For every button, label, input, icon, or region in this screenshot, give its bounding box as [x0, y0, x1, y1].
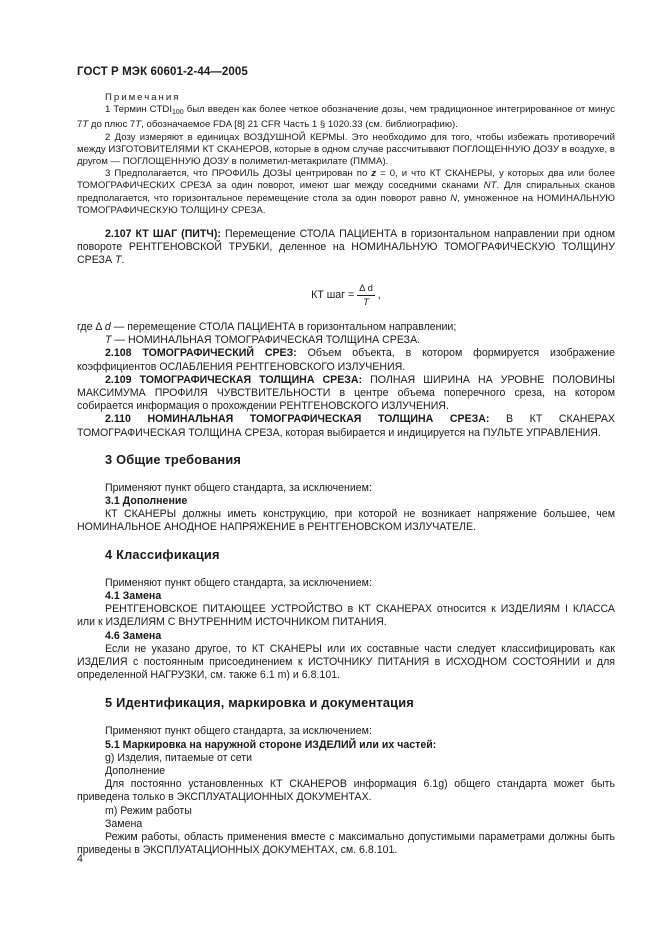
page-number: 4 [77, 853, 83, 865]
section-5-intro: Применяют пункт общего стандарта, за исключением: [105, 725, 372, 738]
notes-block [77, 92, 615, 217]
where-line-2: T — НОМИНАЛЬНАЯ ТОМОГРАФИЧЕСКАЯ ТОЛЩИНА СРЕЗА. [105, 334, 421, 347]
section-4-body [77, 577, 615, 683]
formula-tail: , [377, 288, 381, 301]
formula-fraction [357, 282, 375, 309]
section-3-1-title: 3.1 Дополнение [105, 495, 188, 508]
section-4-intro: Применяют пункт общего стандарта, за исключением: [105, 576, 372, 589]
section-5-body [77, 725, 615, 857]
formula-lhs: КТ шаг = [311, 288, 355, 301]
definition-2-108: 2.108 ТОМОГРАФИЧЕСКИЙ СРЕЗ: Объем объекта, в котором формируется изображение коэффициентов ОСЛАБЛЕНИЯ РЕНТГЕНОВСКОГО ИЗЛУЧЕНИЯ. [77, 347, 615, 373]
section-3-heading: 3 Общие требования [105, 451, 242, 467]
section-5-1-title: 5.1 Маркировка на наружной стороне ИЗДЕЛИЙ или их частей: [105, 738, 437, 751]
pitch-formula [77, 282, 615, 309]
section-5-1-m: m) Режим работы [105, 804, 192, 817]
section-3-body [77, 482, 615, 535]
note-3: 3 Предполагается, что ПРОФИЛЬ ДОЗЫ центрирован по z = 0, и что КТ СКАНЕРЫ, у которых два или более ТОМОГРАФИЧЕСКИХ СРЕЗА за один поворот, имеют шаг между соседними сканами NT. Для спиральных сканов предполагается, что горизонтальное перемещение стола за один поворот равно N, умноженное на НОМИНАЛЬНУЮ ТОМОГРАФИЧЕСКУЮ ТОЛЩИНУ СРЕЗА. [77, 168, 615, 216]
section-4-1-text: РЕНТГЕНОВСКОЕ ПИТАЮЩЕЕ УСТРОЙСТВО в КТ СКАНЕРАХ относится к ИЗДЕЛИЯМ I КЛАССА или к ИЗДЕЛИЯМ С ВНУТРЕННИМ ИСТОЧНИКОМ ПИТАНИЯ. [77, 603, 615, 629]
definitions-block [77, 228, 615, 440]
section-4-6-title: 4.6 Замена [105, 629, 162, 642]
section-3-intro: Применяют пункт общего стандарта, за исключением: [105, 481, 372, 494]
section-4-heading: 4 Классификация [105, 546, 220, 562]
section-5-1-g-addition: Дополнение [105, 764, 166, 777]
definition-2-110: 2.110 НОМИНАЛЬНАЯ ТОМОГРАФИЧЕСКАЯ ТОЛЩИНА СРЕЗА: В КТ СКАНЕРАХ ТОМОГРАФИЧЕСКАЯ ТОЛЩИНА СРЕЗА, которая выбирается и индицируется на ПУЛЬТЕ УПРАВЛЕНИЯ. [77, 413, 615, 439]
section-4-6-text: Если не указано другое, то КТ СКАНЕРЫ или их составные части следует классифицировать как ИЗДЕЛИЯ с постоянным присоединением к ИСТОЧНИКУ ПИТАНИЯ в ИСХОДНОМ СОСТОЯНИИ и для определенной НАГРУЗКИ, см. также 6.1 m) и 6.8.101. [77, 642, 615, 682]
definition-2-109: 2.109 ТОМОГРАФИЧЕСКАЯ ТОЛЩИНА СРЕЗА: ПОЛНАЯ ШИРИНА НА УРОВНЕ ПОЛОВИНЫ МАКСИМУМА ПРОФИЛЯ ЧУВСТВИТЕЛЬНОСТИ в центре объема поперечного среза, на котором собирается информация о прохождении РЕНТГЕНОВСКОГО ИЗЛУЧЕНИЯ. [77, 373, 615, 413]
definition-2-107: 2.107 КТ ШАГ (ПИТЧ): Перемещение СТОЛА ПАЦИЕНТА в горизонтальном направлении при одном повороте РЕНТГЕНОВСКОЙ ТРУБКИ, деленное на НОМИНАЛЬНУЮ ТОМОГРАФИЧЕСКУЮ ТОЛЩИНУ СРЕЗА T. [77, 228, 616, 267]
formula-denominator: T [363, 296, 369, 308]
section-3-1-text: КТ СКАНЕРЫ должны иметь конструкцию, при которой не возникает напряжение большее, чем НОМИНАЛЬНОЕ АНОДНОЕ НАПРЯЖЕНИЕ в РЕНТГЕНОВСКОМ ИЗЛУЧАТЕЛЕ. [77, 508, 615, 534]
section-5-1-g-text: Для постоянно установленных КТ СКАНЕРОВ информация 6.1g) общего стандарта может быть приведена только в ЭКСПЛУАТАЦИОННЫХ ДОКУМЕНТАХ. [77, 778, 615, 804]
note-2: 2 Дозу измеряют в единицах ВОЗДУШНОЙ КЕРМЫ. Это необходимо для того, чтобы избежать противоречий между ИЗГОТОВИТЕЛЯМИ КТ СКАНЕРОВ, которые в одном случае рассчитывают ПОГЛОЩЕННУЮ ДОЗУ в воздухе, в другом — ПОГЛОЩЕННУЮ ДОЗУ в полиметил-метакрилате (ПММА). [77, 131, 615, 168]
section-5-1-m-text: Режим работы, область применения вместе с максимально допустимыми параметрами должны быть приведены в ЭКСПЛУАТАЦИОННЫХ ДОКУМЕНТАХ, см. 6.8.101. [77, 830, 615, 857]
page-content [77, 92, 615, 857]
where-line-1: где Δ d — перемещение СТОЛА ПАЦИЕНТА в горизонтальном направлении; [77, 321, 457, 334]
page-header: ГОСТ Р МЭК 60601-2-44—2005 [77, 66, 248, 78]
formula-numerator: Δ d [357, 282, 375, 296]
section-5-heading: 5 Идентификация, маркировка и документация [105, 695, 414, 711]
notes-title: Примечания [105, 92, 181, 103]
section-4-1-title: 4.1 Замена [105, 589, 162, 602]
section-5-1-g: g) Изделия, питаемые от сети [105, 751, 253, 764]
note-1: 1 Термин $CTDI_{100}$ был введен как более четкое обозначение дозы, чем традиционное интегрированное от минус 7T до плюс 7T, обозначаемое FDA [8] 21 CFR Часть 1 § 1020.33 (см. библиографию). [77, 104, 615, 131]
section-5-1-m-replacement: Замена [105, 817, 143, 830]
